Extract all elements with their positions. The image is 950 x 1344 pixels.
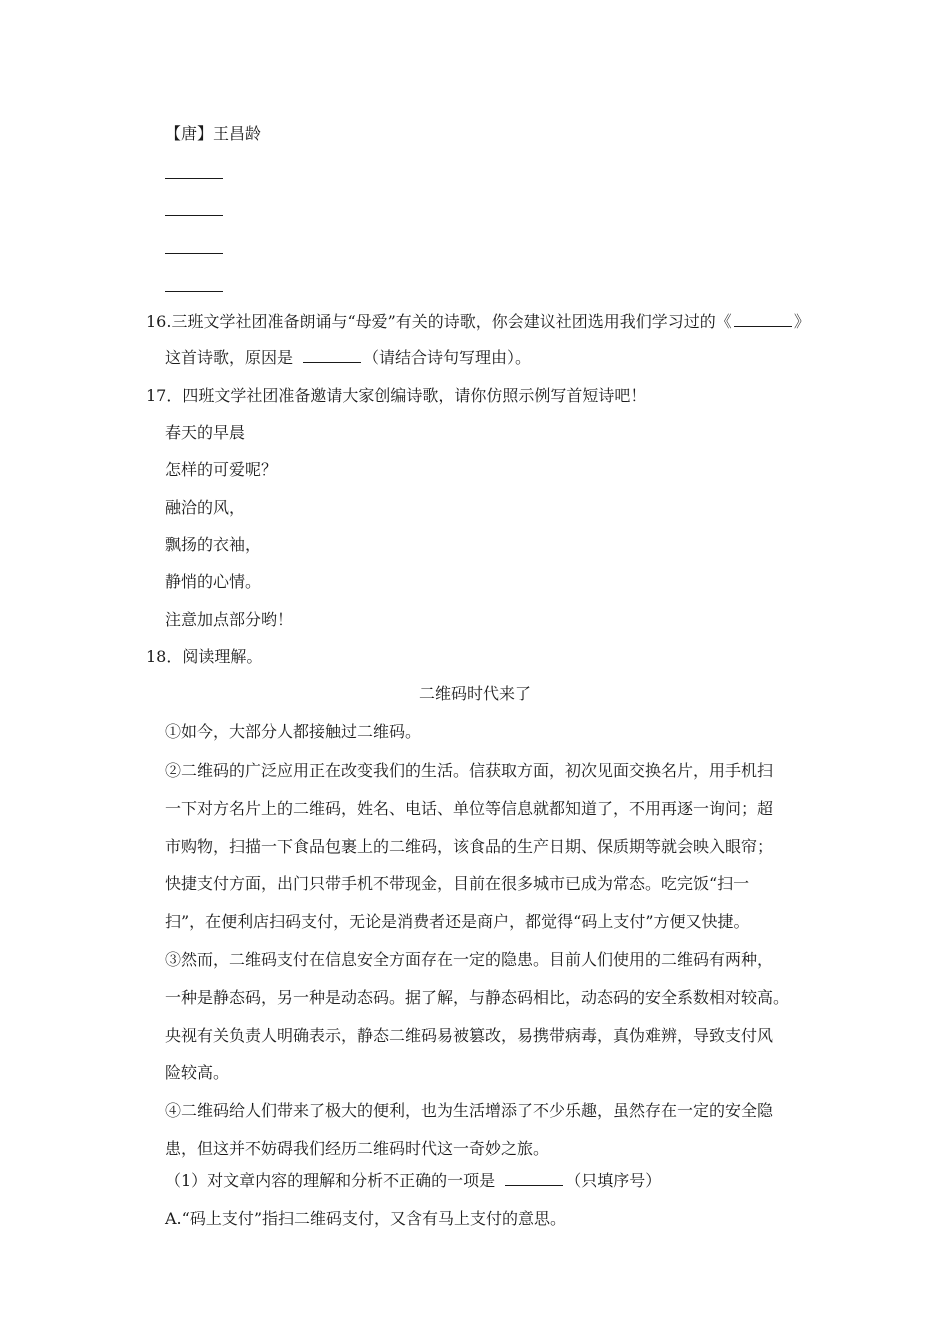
article-paragraph-line: ①如今，大部分人都接触过二维码。 [165, 722, 422, 741]
article-paragraph-line: ④二维码给人们带来了极大的便利，也为生活增添了不少乐趣，虽然存在一定的安全隐 [165, 1101, 774, 1120]
sample-poem-line-1: 春天的早晨 [165, 423, 246, 442]
sub-question-1-text-b: （只填序号） [565, 1171, 662, 1190]
poem-title-blank[interactable] [734, 312, 792, 327]
question-18-prompt: 18．阅读理解。 [146, 647, 263, 666]
question-16-line-2 [165, 348, 531, 368]
article-paragraph-line: 快捷支付方面，出门只带手机不带现金，目前在很多城市已成为常态。吃完饭“扫一 [165, 874, 750, 893]
question-16-text-b: 》 [793, 312, 810, 331]
question-16-line-1 [146, 312, 810, 332]
article-paragraph-line: 央视有关负责人明确表示，静态二维码易被篡改，易携带病毒，真伪难辨，导致支付风 [165, 1026, 774, 1045]
article-paragraph-line: 市购物，扫描一下食品包裹上的二维码，该食品的生产日期、保质期等就会映入眼帘； [165, 837, 774, 856]
article-paragraph-line: 险较高。 [165, 1063, 230, 1082]
sample-poem-line-5: 静悄的心情。 [165, 572, 262, 591]
poem-line-blank-4[interactable] [165, 291, 223, 292]
sample-poem-line-4: 飘扬的衣袖， [165, 535, 262, 554]
article-paragraph-line: 患，但这并不妨碍我们经历二维码时代这一奇妙之旅。 [165, 1139, 550, 1158]
sub-question-1-text-a: （1）对文章内容的理解和分析不正确的一项是 [165, 1171, 496, 1190]
article-paragraph-line: 一种是静态码，另一种是动态码。据了解，与静态码相比，动态码的安全系数相对较高。 [165, 988, 790, 1007]
poem-line-blank-1[interactable] [165, 178, 223, 179]
article-paragraph-line: ②二维码的广泛应用正在改变我们的生活。信获取方面，初次见面交换名片，用手机扫 [165, 761, 774, 780]
question-17-prompt: 17．四班文学社团准备邀请大家创编诗歌，请你仿照示例写首短诗吧！ [146, 386, 647, 405]
option-a: A.“码上支付”指扫二维码支付，又含有马上支付的意思。 [165, 1209, 567, 1228]
poem-author: 【唐】王昌龄 [165, 124, 262, 143]
sub-question-1 [165, 1171, 661, 1191]
question-16-text-c: 这首诗歌，原因是 [165, 348, 294, 367]
question-16-text-a: 16.三班文学社团准备朗诵与“母爱”有关的诗歌，你会建议社团选用我们学习过的《 [146, 312, 732, 331]
sample-poem-line-3: 融洽的风， [165, 498, 246, 517]
sub-question-1-blank[interactable] [505, 1171, 563, 1186]
sample-poem-line-2: 怎样的可爱呢？ [165, 460, 278, 479]
poem-line-blank-2[interactable] [165, 215, 223, 216]
article-paragraph-line: 扫”，在便利店扫码支付，无论是消费者还是商户，都觉得“码上支付”方便又快捷。 [165, 912, 750, 931]
reason-blank[interactable] [303, 348, 361, 363]
article-title: 二维码时代来了 [418, 684, 531, 703]
article-paragraph-line: ③然而，二维码支付在信息安全方面存在一定的隐患。目前人们使用的二维码有两种， [165, 950, 774, 969]
sample-poem-note: 注意加点部分哟！ [165, 610, 294, 629]
poem-line-blank-3[interactable] [165, 253, 223, 254]
article-paragraph-line: 一下对方名片上的二维码，姓名、电话、单位等信息就都知道了，不用再逐一询问；超 [165, 799, 774, 818]
question-16-text-d: （请结合诗句写理由）。 [363, 348, 532, 367]
